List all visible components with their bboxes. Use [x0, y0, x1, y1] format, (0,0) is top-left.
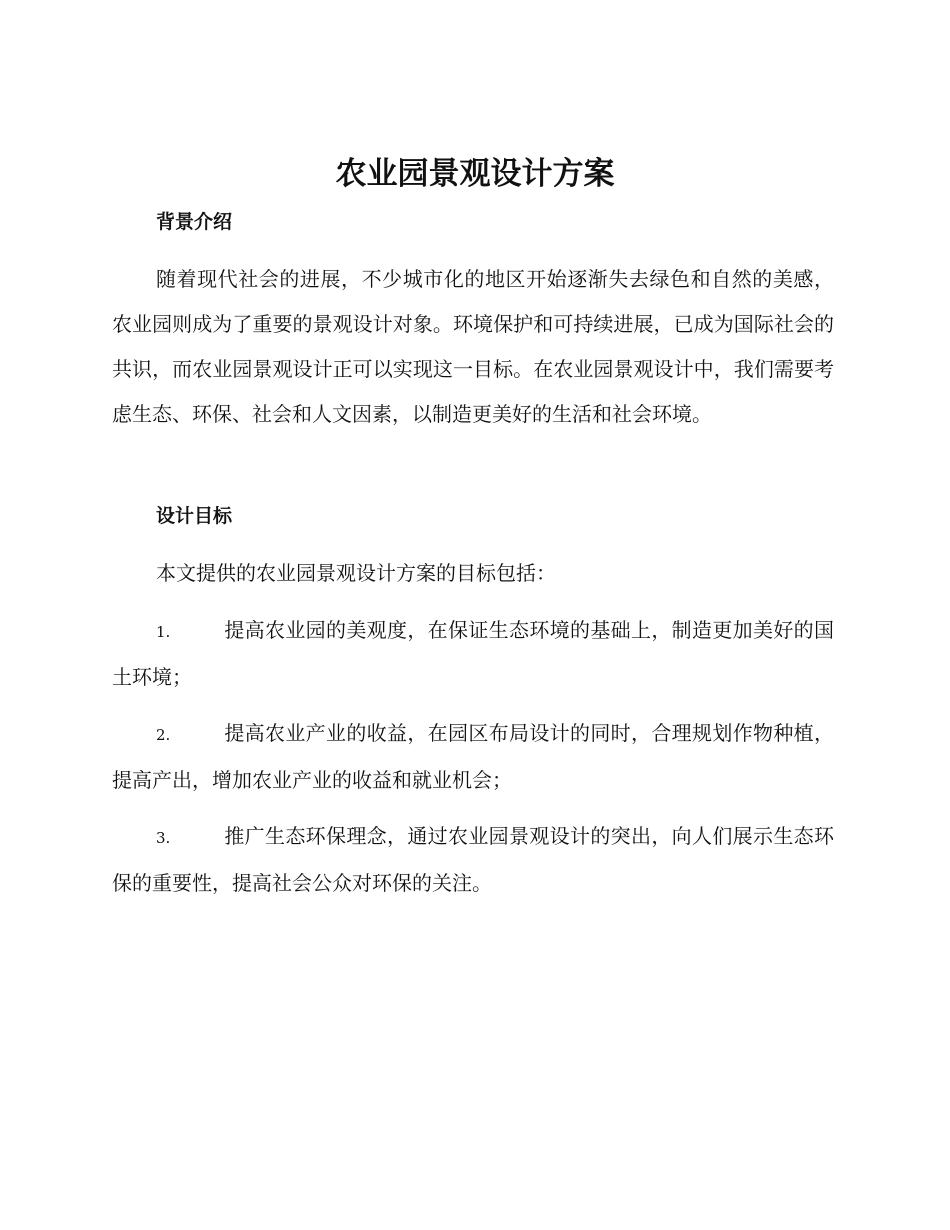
list-item-text: 提高农业产业的收益，在园区布局设计的同时，合理规划作物种植，提高产出，增加农业产业的收益和就业机会； [112, 721, 834, 792]
list-item-number: 3. [156, 829, 171, 847]
list-item [112, 711, 834, 803]
list-item [112, 814, 834, 906]
list-item-number: 1. [156, 623, 171, 641]
list-item-text: 提高农业园的美观度，在保证生态环境的基础上，制造更加美好的国土环境； [112, 618, 834, 689]
section-heading-goals: 设计目标 [156, 505, 233, 527]
document-title: 农业园景观设计方案 [335, 156, 615, 192]
list-item-text: 推广生态环保理念，通过农业园景观设计的突出，向人们展示生态环保的重要性，提高社会公众对环保的关注。 [112, 824, 834, 895]
background-paragraph: 随着现代社会的进展，不少城市化的地区开始逐渐失去绿色和自然的美感，农业园则成为了重要的景观设计对象。环境保护和可持续进展，已成为国际社会的共识，而农业园景观设计正可以实现这一目标。在农业园景观设计中，我们需要考虑生态、环保、社会和人文因素，以制造更美好的生活和社会环境。 [112, 267, 834, 426]
section-heading-background: 背景介绍 [156, 211, 233, 233]
list-item-number: 2. [156, 726, 171, 744]
list-item [112, 608, 834, 700]
goals-intro: 本文提供的农业园景观设计方案的目标包括： [156, 561, 556, 585]
